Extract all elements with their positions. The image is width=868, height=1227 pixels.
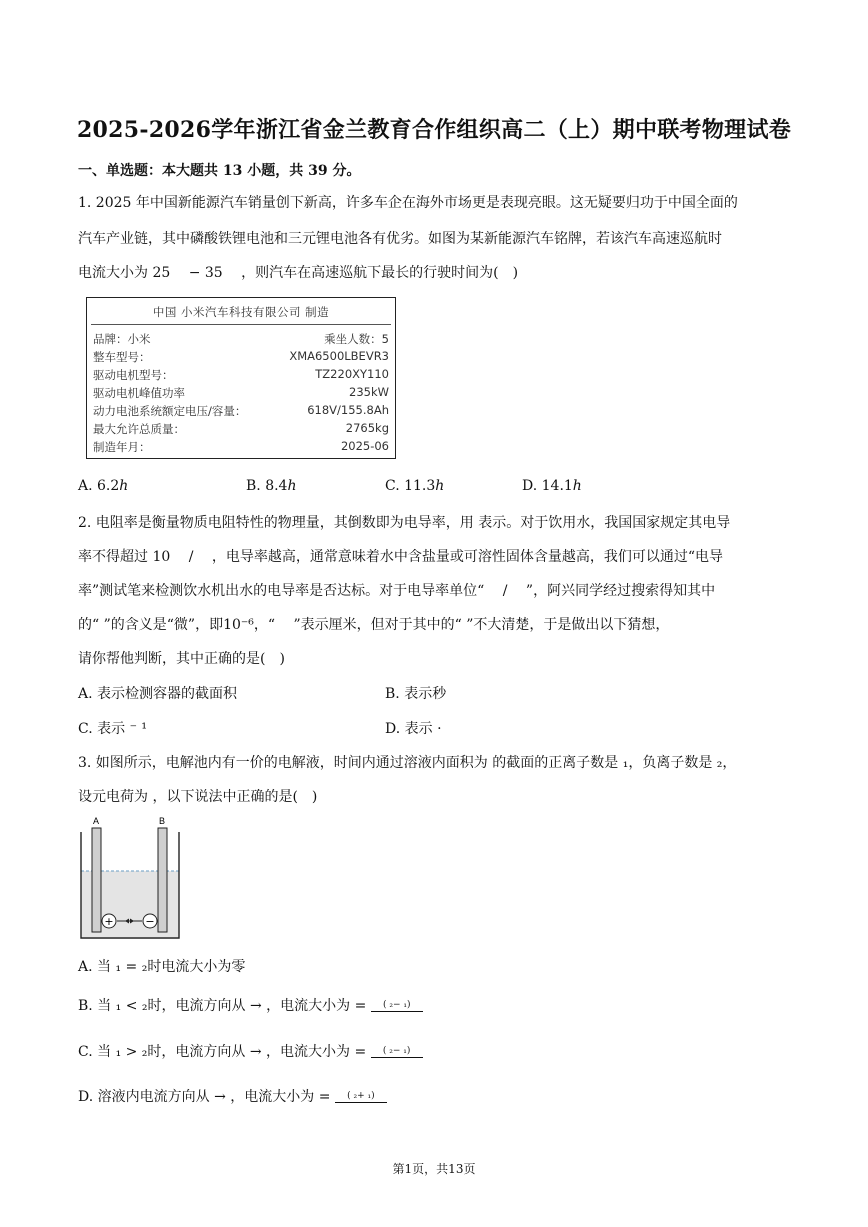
nameplate-value: 618V/155.8Ah: [307, 403, 389, 417]
nameplate-key: 制造年月：: [93, 440, 151, 454]
nameplate-row: [93, 367, 389, 384]
q2-line-4: 的“ ”的含义是“微”，即10⁻⁶，“ ”表示厘米，但对于其中的“ ”不大清楚，于是做出以下猜想，: [78, 617, 670, 633]
q2-option-b[interactable]: B. 表示秒: [385, 686, 447, 702]
q3-option-c[interactable]: [78, 1041, 423, 1061]
nameplate-key: 驱动电机峰值功率: [93, 386, 185, 400]
nameplate-value: 乘坐人数：5: [324, 332, 389, 346]
nameplate-value: XMA6500LBEVR3: [289, 349, 389, 363]
plus-sign: +: [104, 915, 114, 928]
fraction-numerator: ( ₂− ₁): [383, 1000, 411, 1010]
q3-option-c-fraction: [371, 1046, 423, 1058]
nameplate-value: 2765kg: [345, 421, 389, 435]
q1-line-2: 汽车产业链，其中磷酸铁锂电池和三元锂电池各有优劣。如图为某新能源汽车铭牌，若该汽车高速巡航时: [78, 231, 722, 247]
q1-option-a[interactable]: A. 6.2ℎ: [78, 478, 129, 494]
q2-line-3: 率”测试笔来检测饮水机出水的电导率是否达标。对于电导率单位“ / ”，阿兴同学经过搜索得知其中: [78, 583, 716, 599]
fraction-numerator: ( ₂+ ₁): [347, 1091, 375, 1101]
nameplate-key: 动力电池系统额定电压/容量：: [93, 404, 247, 418]
nameplate-key: 品牌：小米: [93, 332, 151, 346]
q3-option-d-text: D. 溶液内电流方向从 → ，电流大小为 =: [78, 1089, 331, 1105]
page-footer: 第1页，共13页: [392, 1162, 476, 1176]
nameplate-value: TZ220XY110: [315, 367, 389, 381]
q3-option-b[interactable]: [78, 995, 423, 1015]
q1-option-d[interactable]: D. 14.1ℎ: [522, 478, 582, 494]
nameplate-header: 中国 小米汽车科技有限公司 制造: [152, 305, 330, 319]
q3-option-b-fraction: [371, 1000, 423, 1012]
q2-line-1: 2. 电阻率是衡量物质电阻特性的物理量，其倒数即为电导率，用 表示。对于饮用水，我国国家规定其电导: [78, 515, 731, 531]
q2-line-5: 请你帮他判断，其中正确的是( ): [78, 651, 285, 667]
q2-option-a[interactable]: A. 表示检测容器的截面积: [78, 686, 238, 702]
q3-option-b-text: B. 当 ₁ < ₂时，电流方向从 → ，电流大小为 =: [78, 998, 367, 1014]
section-heading: 一、单选题：本大题共 13 小题，共 39 分。: [78, 163, 361, 179]
q2-option-d[interactable]: D. 表示 ·: [385, 721, 442, 737]
nameplate-key: 驱动电机型号：: [93, 368, 174, 382]
electrolytic-cell-diagram: [78, 814, 182, 942]
nameplate-row: [93, 385, 389, 402]
q1-option-b[interactable]: B. 8.4ℎ: [246, 478, 297, 494]
q2-option-c[interactable]: C. 表示 ⁻ ¹: [78, 721, 148, 737]
electrode-b: [158, 828, 167, 932]
electrode-a-label: A: [92, 816, 100, 826]
fraction-bar: [371, 1057, 423, 1058]
q3-line-1: 3. 如图所示，电解池内有一价的电解液，时间内通过溶液内面积为 的截面的正离子数是 ₁，负离子数是 ₂，: [78, 755, 737, 771]
minus-sign: −: [145, 915, 155, 928]
q3-option-d[interactable]: [78, 1086, 387, 1106]
nameplate-divider: [91, 324, 391, 325]
nameplate-row: [93, 403, 389, 420]
q2-line-2: 率不得超过 10 / ，电导率越高，通常意味着水中含盐量或可溶性固体含量越高，我们可以通过“电导: [78, 549, 724, 565]
nameplate-value: 2025-06: [340, 439, 389, 453]
q1-option-c[interactable]: C. 11.3ℎ: [385, 478, 445, 494]
nameplate-key: 整车型号：: [93, 350, 151, 364]
nameplate-row: [93, 331, 389, 348]
fraction-numerator: ( ₂− ₁): [382, 1046, 411, 1056]
q1-line-3: 电流大小为 25 − 35 ，则汽车在高速巡航下最长的行驶时间为( ): [78, 265, 519, 281]
q3-option-c-text: C. 当 ₁ > ₂时，电流方向从 → ，电流大小为 =: [78, 1044, 367, 1060]
page-title: 2025-2026学年浙江省金兰教育合作组织高二（上）期中联考物理试卷: [76, 117, 792, 143]
electrode-b-label: B: [158, 816, 166, 826]
q3-line-2: 设元电荷为 ，以下说法中正确的是( ): [78, 789, 318, 805]
fraction-bar: [371, 1011, 423, 1012]
q3-option-d-fraction: [335, 1091, 387, 1103]
nameplate-row: [93, 439, 389, 456]
electrode-a: [92, 828, 101, 932]
nameplate-value: 235kW: [349, 385, 389, 399]
fraction-bar: [335, 1102, 387, 1103]
nameplate-key: 最大允许总质量：: [93, 422, 185, 436]
vehicle-nameplate: [86, 297, 396, 459]
q1-line-1: 1. 2025 年中国新能源汽车销量创下新高，许多车企在海外市场更是表现亮眼。这无疑要归功于中国全面的: [78, 195, 738, 211]
nameplate-row: [93, 349, 389, 366]
q3-option-a[interactable]: A. 当 ₁ = ₂时电流大小为零: [78, 959, 246, 975]
nameplate-row: [93, 421, 389, 438]
